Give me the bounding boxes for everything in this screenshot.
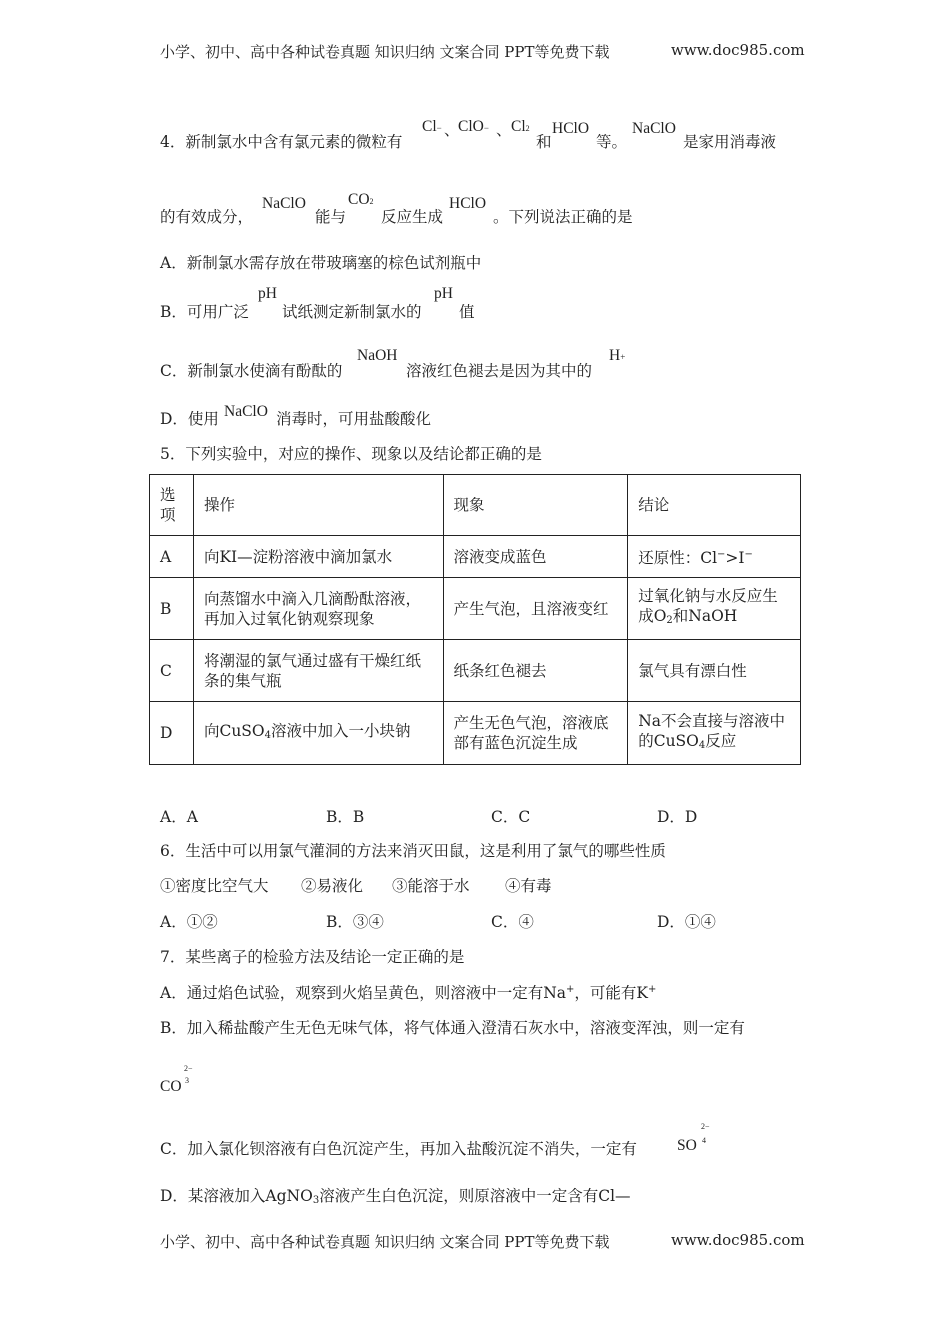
q4-react: 反应生成 [381,208,444,226]
q7-option-c: C．加入氯化钡溶液有白色沉淀产生，再加入盐酸沉淀不消失，一定有 [160,1140,637,1158]
formula-sep: 、 [496,122,512,139]
table-row [150,536,801,578]
formula-ph: pH [434,285,453,302]
table-header-row [150,475,801,536]
formula-naoh: NaOH [357,347,398,364]
q7-option-b: B．加入稀盐酸产生无色无味气体，将气体通入澄清石灰水中，溶液变浑浊，则一定有 [160,1019,745,1037]
q4-option-b: B．可用广泛 [160,303,249,321]
formula-cl: Cl− [422,118,442,135]
q6-prop-3: ③能溶于水 [392,877,470,895]
q4-etc: 等。 [596,133,628,151]
q6-choice-c: C．④ [491,913,534,931]
formula-naclo: NaClO [262,195,306,212]
q6-choice-b: B．③④ [326,913,384,931]
q4-question: 。下列说法正确的是 [493,208,633,226]
row-operation: 向蒸馏水中滴入几滴酚酞溶液，再加入过氧化钠观察现象 [193,578,443,640]
q5-choice-a: A．A [160,808,198,826]
footer-text: 小学、初中、高中各种试卷真题 知识归纳 文案合同 PPT等免费下载 [160,1233,610,1251]
header-operation: 操作 [193,475,443,536]
q4-and: 和 [536,133,552,151]
formula-co3: CO [160,1078,182,1095]
table-row [150,640,801,702]
q6-prop-1: ①密度比空气大 [160,877,269,895]
q6-choice-a: A．①② [160,913,218,931]
table-row [150,578,801,640]
formula-hclo: HClO [552,120,590,137]
row-conclusion: Na不会直接与溶液中的CuSO$_4$反应 [628,702,801,765]
q4-with: 能与 [315,208,347,226]
row-option: A [150,536,194,578]
row-phenomenon: 溶液变成蓝色 [443,536,628,578]
q4-option-d: D．使用 [160,410,219,428]
q6-prop-4: ④有毒 [505,877,552,895]
q5-choice-c: C．C [491,808,531,826]
row-conclusion: 氯气具有漂白性 [628,640,801,702]
q6-prop-2: ②易液化 [301,877,364,895]
formula-clo: ClO− [458,118,489,135]
formula-co2: CO2 [348,191,374,208]
q5-stem: 5．下列实验中，对应的操作、现象以及结论都正确的是 [160,445,542,463]
q4-option-d-end: 消毒时，可用盐酸酸化 [276,410,432,428]
formula-hclo: HClO [449,195,487,212]
formula-ph: pH [258,285,277,302]
row-conclusion: 过氧化钠与水反应生成$O_2$和NaOH [628,578,801,640]
q5-choice-b: B．B [326,808,365,826]
q4-line1-end: 是家用消毒液 [683,133,777,151]
row-conclusion: 还原性：Cl−>I− [628,536,801,578]
row-operation: 向CuSO$_4$溶液中加入一小块钠 [193,702,443,765]
q4-option-c-mid: 溶液红色褪去是因为其中的 [406,362,593,380]
row-phenomenon: 产生无色气泡，溶液底部有蓝色沉淀生成 [443,702,628,765]
header-text: 小学、初中、高中各种试卷真题 知识归纳 文案合同 PPT等免费下载 [160,43,610,61]
q5-choice-d: D．D [657,808,698,826]
q4-line1-text: 4．新制氯水中含有氯元素的微粒有 [160,133,403,151]
formula-naclo: NaClO [224,403,268,420]
formula-co3-sub: 3 [185,1076,189,1085]
q4-line2-text: 的有效成分， [160,208,254,226]
row-operation: 将潮湿的氯气通过盛有干燥红纸条的集气瓶 [193,640,443,702]
row-option: C [150,640,194,702]
table-row [150,702,801,765]
formula-naclo: NaClO [632,120,676,137]
formula-so4: SO [677,1137,697,1154]
q4-option-c: C．新制氯水使滴有酚酞的 [160,362,343,380]
row-operation: 向KI—淀粉溶液中滴加氯水 [193,536,443,578]
q6-stem: 6．生活中可以用氯气灌洞的方法来消灭田鼠，这是利用了氯气的哪些性质 [160,842,666,860]
formula-so4-charge: 2− [701,1122,710,1131]
header-phenomenon: 现象 [443,475,628,536]
q7-option-a: A．通过焰色试验，观察到火焰呈黄色，则溶液中一定有Na+，可能有K+ [160,984,657,1002]
header-option: 选项 [150,475,194,536]
row-option: D [150,702,194,765]
formula-so4-sub: 4 [702,1136,706,1145]
header-url: www.doc985.com [671,41,805,59]
q6-choice-d: D．①④ [657,913,716,931]
row-phenomenon: 纸条红色褪去 [443,640,628,702]
header-conclusion: 结论 [628,475,801,536]
q4-option-b-end: 值 [459,303,475,321]
q7-option-d: D．某溶液加入AgNO$_3$溶液产生白色沉淀，则原溶液中一定含有Cl— [160,1187,631,1206]
q4-option-a: A．新制氯水需存放在带玻璃塞的棕色试剂瓶中 [160,254,482,272]
row-phenomenon: 产生气泡，且溶液变红 [443,578,628,640]
formula-sep: 、 [444,122,460,139]
q4-option-b-mid: 试纸测定新制氯水的 [282,303,422,321]
row-option: B [150,578,194,640]
q5-table [149,474,801,765]
q7-stem: 7．某些离子的检验方法及结论一定正确的是 [160,948,465,966]
formula-cl2: Cl2 [511,118,530,135]
footer-url: www.doc985.com [671,1231,805,1249]
formula-h-plus: H+ [609,347,626,364]
formula-co3-charge: 2− [184,1064,193,1073]
